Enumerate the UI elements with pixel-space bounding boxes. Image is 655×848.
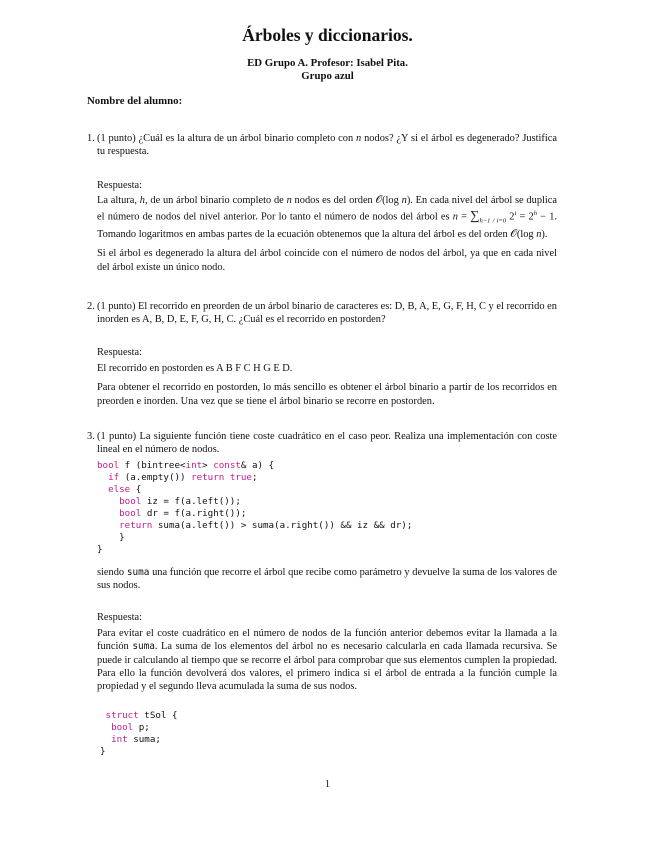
answer-2-paragraph-1: El recorrido en postorden es A B F C H G E D. bbox=[97, 363, 293, 374]
question-2-number: 2. bbox=[87, 301, 95, 312]
answer-3: Para evitar el coste cuadrático en el número de nodos de la función anterior debemos evitar la llamada a la función suma. La suma de los elementos del árbol no es necesario calcularla en cada llamada recursiva. Se puede ir calculando al tiempo que se recorre el árbol para comprobar que sus elementos cumplen la propiedad. Para ello la función devolverá dos valores, el primero indica si el árbol de entrada a la función cumple la propiedad y el segundo lleva acumulada la suma de sus nodos. bbox=[97, 628, 557, 693]
question-3-number: 3. bbox=[87, 431, 95, 442]
question-3-followup: siendo suma una función que recorre el árbol que recibe como parámetro y devuelve la suma de los valores de sus nodos. bbox=[97, 567, 557, 592]
answer-1-paragraph-1: La altura, h, de un árbol binario completo de n nodos es del orden 𝒪(log n). En cada nivel del árbol se duplica el número de nodos del nivel anterior. Por lo tanto el número de nodos del árbol es $n = \sum_{h-1 / i=0}$ $2^i = 2^h - 1$. Tomando logaritmos en ambas partes de la ecuación obtenemos que la altura del árbol es del orden 𝒪(log n). bbox=[97, 195, 558, 241]
question-1 bbox=[87, 132, 557, 159]
document-title: Árboles y diccionarios. bbox=[242, 25, 413, 45]
question-3 bbox=[87, 430, 557, 457]
answer-2-paragraph-2: Para obtener el recorrido en postorden, lo más sencillo es obtener el árbol binario a partir de los recorridos en preorden e inorden. Una vez que se tiene el árbol binario se recorre en postorden. bbox=[97, 382, 557, 407]
question-2-text: (1 punto) El recorrido en preorden de un árbol binario de caracteres es: D, B, A, E, G, F, H, C y el recorrido en inorden es A, B, D, E, F, G, H, C. ¿Cuál es el recorrido en postorden? bbox=[97, 301, 557, 326]
function-name-suma-2: suma bbox=[132, 641, 155, 653]
answer-2 bbox=[97, 362, 557, 414]
student-name-label: Nombre del alumno: bbox=[87, 95, 183, 107]
answer-1-paragraph-2: Si el árbol es degenerado la altura del árbol coincide con el número de nodos del árbol, ya que en cada nivel del árbol existe un único nodo. bbox=[97, 248, 557, 273]
function-name-suma: suma bbox=[126, 567, 150, 578]
code-block-function-f: bool f (bintree<int> const& a) { if (a.empty()) return true; else { bool iz = f(a.left()); bool dr = f(a.right()); return suma(a.left()) > suma(a.right()) && iz && dr); } } bbox=[97, 460, 413, 555]
question-2 bbox=[87, 300, 557, 327]
answer-1 bbox=[97, 194, 557, 280]
answer-1-label: Respuesta: bbox=[97, 180, 143, 191]
answer-3-label: Respuesta: bbox=[97, 612, 143, 623]
page-number: 1 bbox=[324, 779, 331, 790]
question-1-number: 1. bbox=[87, 133, 95, 144]
question-1-text: (1 punto) ¿Cuál es la altura de un árbol binario completo con n nodos? ¿Y si el árbol es degenerado? Justifica tu respuesta. bbox=[97, 133, 557, 158]
answer-2-label: Respuesta: bbox=[97, 347, 143, 358]
code-block-struct-tsol: struct tSol { bool p; int suma; } bbox=[100, 710, 178, 757]
group-info: Grupo azul bbox=[301, 70, 354, 82]
course-info: ED Grupo A. Profesor: Isabel Pita. bbox=[247, 57, 408, 69]
question-3-text: (1 punto) La siguiente función tiene coste cuadrático en el caso peor. Realiza una implementación con coste lineal en el número de nodos. bbox=[97, 431, 557, 456]
